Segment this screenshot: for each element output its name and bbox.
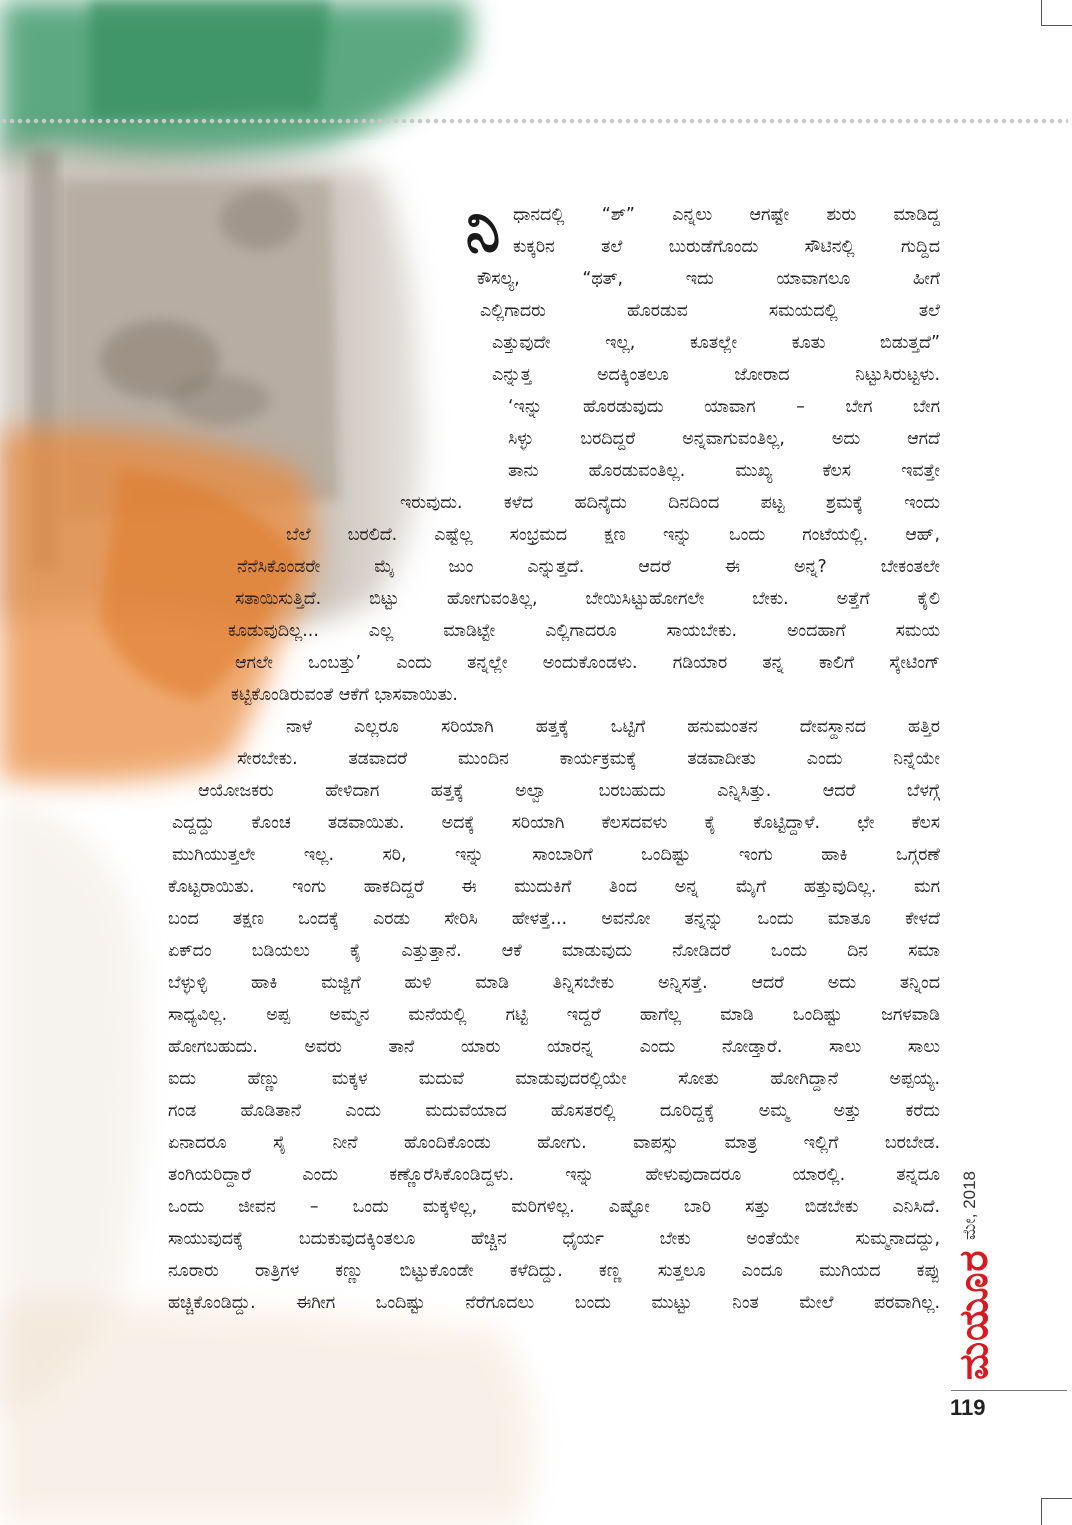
story-line: ಹಚ್ಚಿಕೊಂಡಿದ್ದು. ಈಗೀಗ ಒಂದಿಷ್ಟು ನೆರೆಗೂದಲು ಬಂದು ಮುಟ್ಟು ನಿಂತ ಮೇಲೆ ಪರವಾಗಿಲ್ಲ. — [168, 1293, 940, 1313]
story-line: ಸಾಧ್ಯವಿಲ್ಲ. ಅಪ್ಪ ಅಮ್ಮನ ಮನೆಯಲ್ಲಿ ಗಟ್ಟಿ ಇದ್ದರೆ ಹಾಗೆಲ್ಲ ಮಾಡಿ ಒಂದಿಷ್ಟು ಜಗಳವಾಡಿ — [168, 1005, 940, 1025]
story-line: ಸತಾಯಿಸುತ್ತಿದೆ. ಬಿಟ್ಟು ಹೋಗುವಂತಿಲ್ಲ, ಬೇಯಿಸಿಟ್ಟುಹೋಗಲೇ ಬೇಕು. ಅತ್ತೆಗೆ ಕೈಲಿ — [235, 589, 940, 609]
story-line: ಎತ್ತುವುದೇ ಇಲ್ಲ, ಕೂತಲ್ಲೇ ಕೂತು ಬಿಡುತ್ತದೆ” — [492, 333, 940, 353]
drop-cap: ನಿ — [465, 193, 501, 266]
story-line — [168, 1355, 940, 1379]
crop-mark — [1041, 1498, 1042, 1525]
footer-rule — [951, 1390, 1067, 1391]
story-line: ಕೌಸಲ್ಯ, “ಥತ್, ಇದು ಯಾವಾಗಲೂ ಹೀಗೆ — [477, 269, 940, 289]
story-line: ಐದು ಹೆಣ್ಣು ಮಕ್ಕಳ ಮದುವೆ ಮಾಡುವುದರಲ್ಲಿಯೇ ಸೋತು ಹೋಗಿದ್ದಾನೆ ಅಪ್ಪಯ್ಯ. — [168, 1069, 940, 1089]
story-line: ಹೋಗಬಹುದು. ಅವರು ತಾನೆ ಯಾರು ಯಾರನ್ನ ಎಂದು ನೋಡ್ತಾರೆ. ಸಾಲು ಸಾಲು — [168, 1037, 940, 1057]
story-line: ‘ಇನ್ನು ಹೊರಡುವುದು ಯಾವಾಗ – ಬೇಗ ಬೇಗ — [508, 397, 940, 417]
story-line: ಕೂಡುವುದಿಲ್ಲ... ಎಲ್ಲ ಮಾಡಿಟ್ಟೇ ಎಲ್ಲಿಗಾದರೂ ಸಾಯಬೇಕು. ಅಂದಹಾಗೆ ಸಮಯ — [228, 621, 940, 641]
story-line: ಗಂಡ ಹೊಡಿತಾನೆ ಎಂದು ಮದುವೆಯಾದ ಹೊಸತರಲ್ಲಿ ದೂರಿದ್ದಕ್ಕೆ ಅಮ್ಮ ಅತ್ತು ಕರೆದು — [168, 1101, 940, 1121]
issue-date: ಮೇ, 2018 — [960, 1170, 979, 1240]
story-line: ಏಕ್‌ದಂ ಬಡಿಯಲು ಕೈ ಎತ್ತುತ್ತಾನೆ. ಆಕೆ ಮಾಡುವುದು ನೋಡಿದರೆ ಒಂದು ದಿನ ಸಮಾ — [168, 941, 940, 961]
story-line: ಏನಾದರೂ ಸೈ ನೀನೆ ಹೊಂದಿಕೊಂಡು ಹೋಗು. ವಾಪಸ್ಸು ಮಾತ್ರ ಇಲ್ಲಿಗೆ ಬರಬೇಡ. — [168, 1133, 940, 1153]
story-line: ಬೆಲೆ ಬರಲಿದೆ. ಎಷ್ಟೆಲ್ಲ ಸಂಭ್ರಮದ ಕ್ಷಣ ಇನ್ನು ಒಂದು ಗಂಟೆಯಲ್ಲಿ. ಆಹ್, — [286, 525, 940, 545]
story-line: ಆಗಲೇ ಒಂಬತ್ತು’ ಎಂದು ತನ್ನಲ್ಲೇ ಅಂದುಕೊಂಡಳು. ಗಡಿಯಾರ ತನ್ನ ಕಾಲಿಗೆ ಸ್ಕೇಟಿಂಗ್ — [235, 653, 940, 673]
crop-mark — [1041, 0, 1042, 26]
story-line: ಧಾನದಲ್ಲಿ “ಶ್” ಎನ್ನಲು ಆಗಷ್ಟೇ ಶುರು ಮಾಡಿದ್ದ — [513, 205, 940, 225]
magazine-title: ಮಯೂರ — [951, 1249, 997, 1380]
story-line: ಮುಗಿಯುತ್ತಲೇ ಇಲ್ಲ. ಸರಿ, ಇನ್ನು ಸಾಂಬಾರಿಗೆ ಒಂದಿಷ್ಟು ಇಂಗು ಹಾಕಿ ಒಗ್ಗರಣೆ — [172, 845, 940, 865]
story-line: ಸಿಳ್ಳು ಬರದಿದ್ದರೆ ಅನ್ನವಾಗುವಂತಿಲ್ಲ, ಅದು ಆಗದೆ — [508, 429, 940, 449]
story-line: ನಾಳೆ ಎಲ್ಲರೂ ಸರಿಯಾಗಿ ಹತ್ತಕ್ಕೆ ಒಟ್ಟಿಗೆ ಹನುಮಂತನ ದೇವಸ್ಥಾನದ ಹತ್ತಿರ — [286, 717, 940, 737]
story-line: ಬೆಳ್ಳುಳ್ಳಿ ಹಾಕಿ ಮಜ್ಜಿಗೆ ಹುಳಿ ಮಾಡಿ ತಿನ್ನಿಸಬೇಕು ಅನ್ನಿಸತ್ತೆ. ಆದರೆ ಅದು ತನ್ನಿಂದ — [168, 973, 940, 993]
story-line: ಕುಕ್ಕರಿನ ತಲೆ ಬುರುಡೆಗೊಂದು ಸೌಟಿನಲ್ಲಿ ಗುದ್ದಿದ — [513, 237, 940, 257]
story-line: ಎನ್ನುತ್ತ ಅದಕ್ಕಿಂತಲೂ ಜೋರಾದ ನಿಟ್ಟುಸಿರುಟ್ಟಳು. — [492, 365, 940, 385]
story-line: ಸಾಯುವುದಕ್ಕೆ ಬದುಕುವುದಕ್ಕಿಂತಲೂ ಹೆಚ್ಚಿನ ಧೈರ್ಯ ಬೇಕು ಅಂತೆಯೇ ಸುಮ್ಮನಾದದ್ದು, — [168, 1229, 940, 1249]
story-line: ಬಂದ ತಕ್ಷಣ ಒಂದಕ್ಕೆ ಎರಡು ಸೇರಿಸಿ ಹೇಳತ್ತೆ... ಅವನೋ ತನ್ನನ್ನು ಒಂದು ಮಾತೂ ಕೇಳದೆ — [168, 909, 940, 929]
story-line: ಕಟ್ಟಿಕೊಂಡಿರುವಂತೆ ಆಕೆಗೆ ಭಾಸವಾಯಿತು. — [231, 685, 458, 705]
crop-mark — [1041, 25, 1072, 26]
story-line: ಆಯೋಜಕರು ಹೇಳಿದಾಗ ಹತ್ತಕ್ಕೆ ಅಲ್ವಾ ಬರಬಹುದು ಎನ್ನಿಸಿತ್ತು. ಆದರೆ ಬೆಳಗ್ಗೆ — [198, 781, 940, 801]
page-number: 119 — [950, 1395, 986, 1420]
crop-mark — [1041, 1498, 1072, 1499]
story-line: ತಾನು ಹೊರಡುವಂತಿಲ್ಲ. ಮುಖ್ಯ ಕೆಲಸ ಇವತ್ತೇ — [508, 461, 940, 481]
story-line — [168, 1323, 940, 1347]
story-line: ಇರುವುದು. ಕಳೆದ ಹದಿನೈದು ದಿನದಿಂದ ಪಟ್ಟ ಶ್ರಮಕ್ಕೆ ಇಂದು — [400, 493, 940, 513]
story-line: ತಂಗಿಯರಿದ್ದಾರೆ ಎಂದು ಕಣ್ಣೊರೆಸಿಕೊಂಡಿದ್ದಳು. ಇನ್ನು ಹೇಳುವುದಾದರೂ ಯಾರಲ್ಲಿ. ತನ್ನದೂ — [168, 1165, 940, 1185]
story-line: ಎದ್ದದ್ದು ಕೊಂಚ ತಡವಾಯಿತು. ಅದಕ್ಕೆ ಸರಿಯಾಗಿ ಕೆಲಸದವಳು ಕೈ ಕೊಟ್ಟಿದ್ದಾಳೆ. ಛೇ ಕೆಲಸ — [172, 813, 940, 833]
story-line: ಎಲ್ಲಿಗಾದರು ಹೊರಡುವ ಸಮಯದಲ್ಲಿ ತಲೆ — [480, 301, 940, 321]
story-line: ಕೊಟ್ಟರಾಯಿತು. ಇಂಗು ಹಾಕದಿದ್ದರೆ ಈ ಮುದುಕಿಗೆ ತಿಂದ ಅನ್ನ ಮೈಗೆ ಹತ್ತುವುದಿಲ್ಲ. ಮಗ — [168, 877, 940, 897]
story-line: ನೂರಾರು ರಾತ್ರಿಗಳ ಕಣ್ಣು ಬಿಟ್ಟುಕೊಂಡೇ ಕಳೆದಿದ್ದು. ಕಣ್ಣ ಸುತ್ತಲೂ ಎಂದೂ ಮುಗಿಯದ ಕಪ್ಪು — [168, 1261, 940, 1281]
story-line: ಸೇರಬೇಕು. ತಡವಾದರೆ ಮುಂದಿನ ಕಾರ್ಯಕ್ರಮಕ್ಕೆ ತಡವಾದೀತು ಎಂದು ನಿನ್ನೆಯೇ — [237, 749, 940, 769]
story-line: ನೆನೆಸಿಕೊಂಡರೇ ಮೈ ಜುಂ ಎನ್ನುತ್ತದೆ. ಆದರೆ ಈ ಅನ್ನ? ಬೇಕಂತಲೇ — [237, 557, 940, 577]
story-line: ಒಂದು ಜೀವನ – ಒಂದು ಮಕ್ಕಳಿಲ್ಲ, ಮರಿಗಳಿಲ್ಲ. ಎಷ್ಟೋ ಬಾರಿ ಸತ್ತು ಬಿಡಬೇಕು ಎನಿಸಿದೆ. — [168, 1197, 940, 1217]
